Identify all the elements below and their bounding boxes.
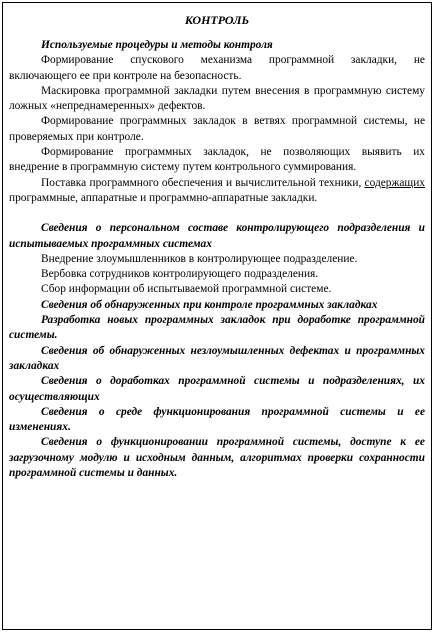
section1-item-1: Формирование спускового механизма программной закладки, не включающего ее при контроле на безопасность.	[9, 54, 425, 82]
section2-bold-item-3: Сведения об обнаруженных незлоумышленных дефектах и программных закладках	[9, 344, 425, 372]
section1-item-4: Формирование программных закладок, не позволяющих выявить их внедрение в программную систему путем контрольного суммирования.	[9, 146, 425, 174]
section2-item-3: Сбор информации об испытываемой программной системе.	[41, 283, 332, 296]
section1-item-3: Формирование программных закладок в ветвях программной системы, не проверяемых при контроле.	[9, 115, 425, 143]
section1-item-5	[9, 176, 425, 207]
section2-heading: Сведения о персональном составе контролирующего подразделения и испытываемых программных системах	[9, 222, 425, 250]
section1-item-5-end: программные, аппаратные и программно-аппаратные закладки.	[9, 191, 318, 204]
section1-item-5-underlined: содержащих	[364, 176, 425, 189]
section1-heading: Используемые процедуры и методы контроля	[41, 39, 273, 51]
section-gap	[9, 206, 425, 221]
page-title: КОНТРОЛЬ	[184, 13, 250, 27]
section2-item-2: Вербовка сотрудников контролирующего подразделения.	[41, 268, 319, 281]
section2-bold-item-4: Сведения о доработках программной системы и подразделениях, их осуществляющих	[9, 375, 425, 403]
section2-bold-item-5: Сведения о среде функционирования программной системы и ее изменениях.	[9, 405, 425, 434]
section2-item-1: Внедрение злоумышленников в контролирующее подразделение.	[41, 252, 358, 265]
section1-item-2: Маскировка программной закладки путем внесения в программную систему ложных «непреднамеренных» дефектов.	[9, 84, 425, 113]
section2-bold-item-2: Разработка новых программных закладок при доработке программной системы.	[9, 314, 425, 342]
section2-bold-item-6: Сведения о функционировании программной системы, доступе к ее загрузочному модулю и исходным данным, алгоритмах проверки сохранности программной системы и данных.	[9, 436, 425, 480]
section1-item-5-start: Поставка программного обеспечения и вычислительной техники,	[41, 176, 365, 189]
document-frame	[2, 2, 432, 630]
section2-bold-item-1: Сведения об обнаруженных при контроле программных закладках	[41, 298, 378, 311]
